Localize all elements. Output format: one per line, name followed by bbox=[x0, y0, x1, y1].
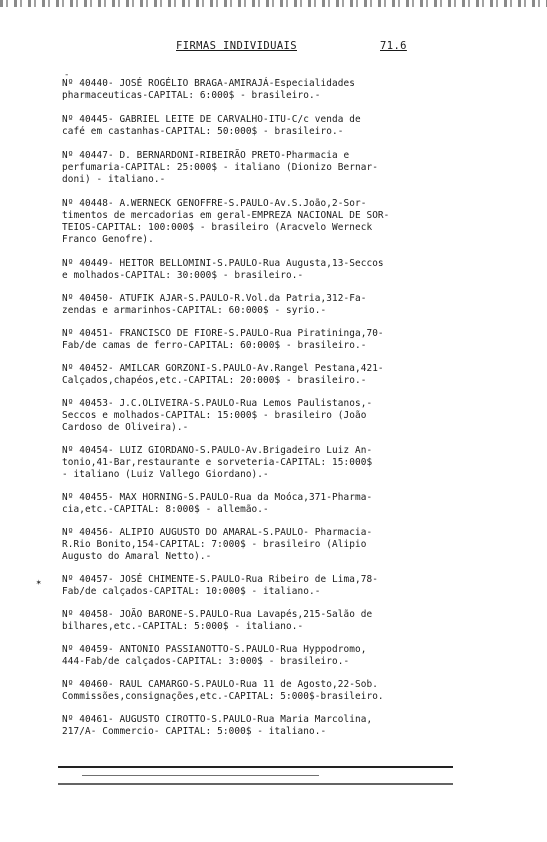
closing-rule bbox=[82, 775, 319, 777]
registry-entry: Nº 40455- MAX HORNING-S.PAULO-Rua da Moóca,371-Pharma- cia,etc.-CAPITAL: 8:000$ - allemão.- bbox=[62, 492, 373, 515]
closing-rule bbox=[58, 783, 453, 785]
registry-entry: Nº 40456- ALIPIO AUGUSTO DO AMARAL-S.PAULO- Pharmacia- R.Rio Bonito,154-CAPITAL: 7:000$ - brasileiro (Alipio Augusto do Amaral Netto).- bbox=[62, 527, 373, 562]
closing-rules bbox=[58, 766, 453, 792]
margin-star-mark: ✶ bbox=[36, 578, 42, 588]
registry-entry: Nº 40450- ATUFIK AJAR-S.PAULO-R.Vol.da Patria,312-Fa- zendas e armarinhos-CAPITAL: 60:000$ - syrio.- bbox=[62, 293, 367, 316]
registry-entry: Nº 40461- AUGUSTO CIROTTO-S.PAULO-Rua Maria Marcolina, 217/A- Commercio- CAPITAL: 5:000$ - italiano.- bbox=[62, 714, 373, 737]
page-header bbox=[0, 40, 547, 56]
registry-entry: Nº 40449- HEITOR BELLOMINI-S.PAULO-Rua Augusta,13-Seccos e molhados-CAPITAL: 30:000$ - brasileiro.- bbox=[62, 258, 384, 281]
page-number: 71.6 bbox=[380, 40, 407, 52]
page-title: FIRMAS INDIVIDUAIS bbox=[176, 40, 297, 52]
registry-entry: Nº 40457- JOSÉ CHIMENTE-S.PAULO-Rua Ribeiro de Lima,78- Fab/de calçados-CAPITAL: 10:000$ - italiano.- bbox=[62, 574, 378, 597]
registry-entry: Nº 40448- A.WERNECK GENOFFRE-S.PAULO-Av.S.João,2-Sor- timentos de mercadorias em geral-EMPREZA NACIONAL DE SOR- TEIOS-CAPITAL: 100:000$ - brasileiro (Aracvelo Werneck Franco Genofre). bbox=[62, 198, 390, 245]
registry-entry: Nº 40452- AMILCAR GORZONI-S.PAULO-Av.Rangel Pestana,421- Calçados,chapéos,etc.-CAPITAL: 20:000$ - brasileiro.- bbox=[62, 363, 384, 386]
registry-entry: Nº 40440- JOSÉ ROGÉLIO BRAGA-AMIRAJÁ-Especialidades pharmaceuticas-CAPITAL: 6:000$ - brasileiro.- bbox=[62, 78, 355, 101]
registry-entry: Nº 40460- RAUL CAMARGO-S.PAULO-Rua 11 de Agosto,22-Sob. Commissões,consignações,etc.-CAPITAL: 5:000$-brasileiro. bbox=[62, 679, 384, 702]
registry-entry: Nº 40459- ANTONIO PASSIANOTTO-S.PAULO-Rua Hyppodromo, 444-Fab/de calçados-CAPITAL: 3:000$ - brasileiro.- bbox=[62, 644, 367, 667]
registry-entry: Nº 40458- JOÃO BARONE-S.PAULO-Rua Lavapés,215-Salão de bilhares,etc.-CAPITAL: 5:000$ - italiano.- bbox=[62, 609, 373, 632]
registry-entry-list bbox=[62, 78, 462, 738]
closing-rule bbox=[58, 766, 453, 768]
margin-dash-mark: - bbox=[64, 70, 70, 80]
registry-entry: Nº 40453- J.C.OLIVEIRA-S.PAULO-Rua Lemos Paulistanos,- Seccos e molhados-CAPITAL: 15:000$ - brasileiro (João Cardoso de Oliveira).- bbox=[62, 398, 373, 433]
scan-top-edge bbox=[0, 0, 547, 7]
registry-entry: Nº 40447- D. BERNARDONI-RIBEIRÃO PRETO-Pharmacia e perfumaria-CAPITAL: 25:000$ - italiano (Dionizo Bernar- doni) - italiano.- bbox=[62, 150, 378, 185]
registry-entry: Nº 40445- GABRIEL LEITE DE CARVALHO-ITU-C/c venda de café em castanhas-CAPITAL: 50:000$ - brasileiro.- bbox=[62, 114, 361, 137]
registry-entry: Nº 40451- FRANCISCO DE FIORE-S.PAULO-Rua Piratininga,70- Fab/de camas de ferro-CAPITAL: 60:000$ - brasileiro.- bbox=[62, 328, 384, 351]
registry-entry: Nº 40454- LUIZ GIORDANO-S.PAULO-Av.Brigadeiro Luiz An- tonio,41-Bar,restaurante e sorveteria-CAPITAL: 15:000$ - italiano (Luiz Vallego Giordano).- bbox=[62, 445, 373, 480]
